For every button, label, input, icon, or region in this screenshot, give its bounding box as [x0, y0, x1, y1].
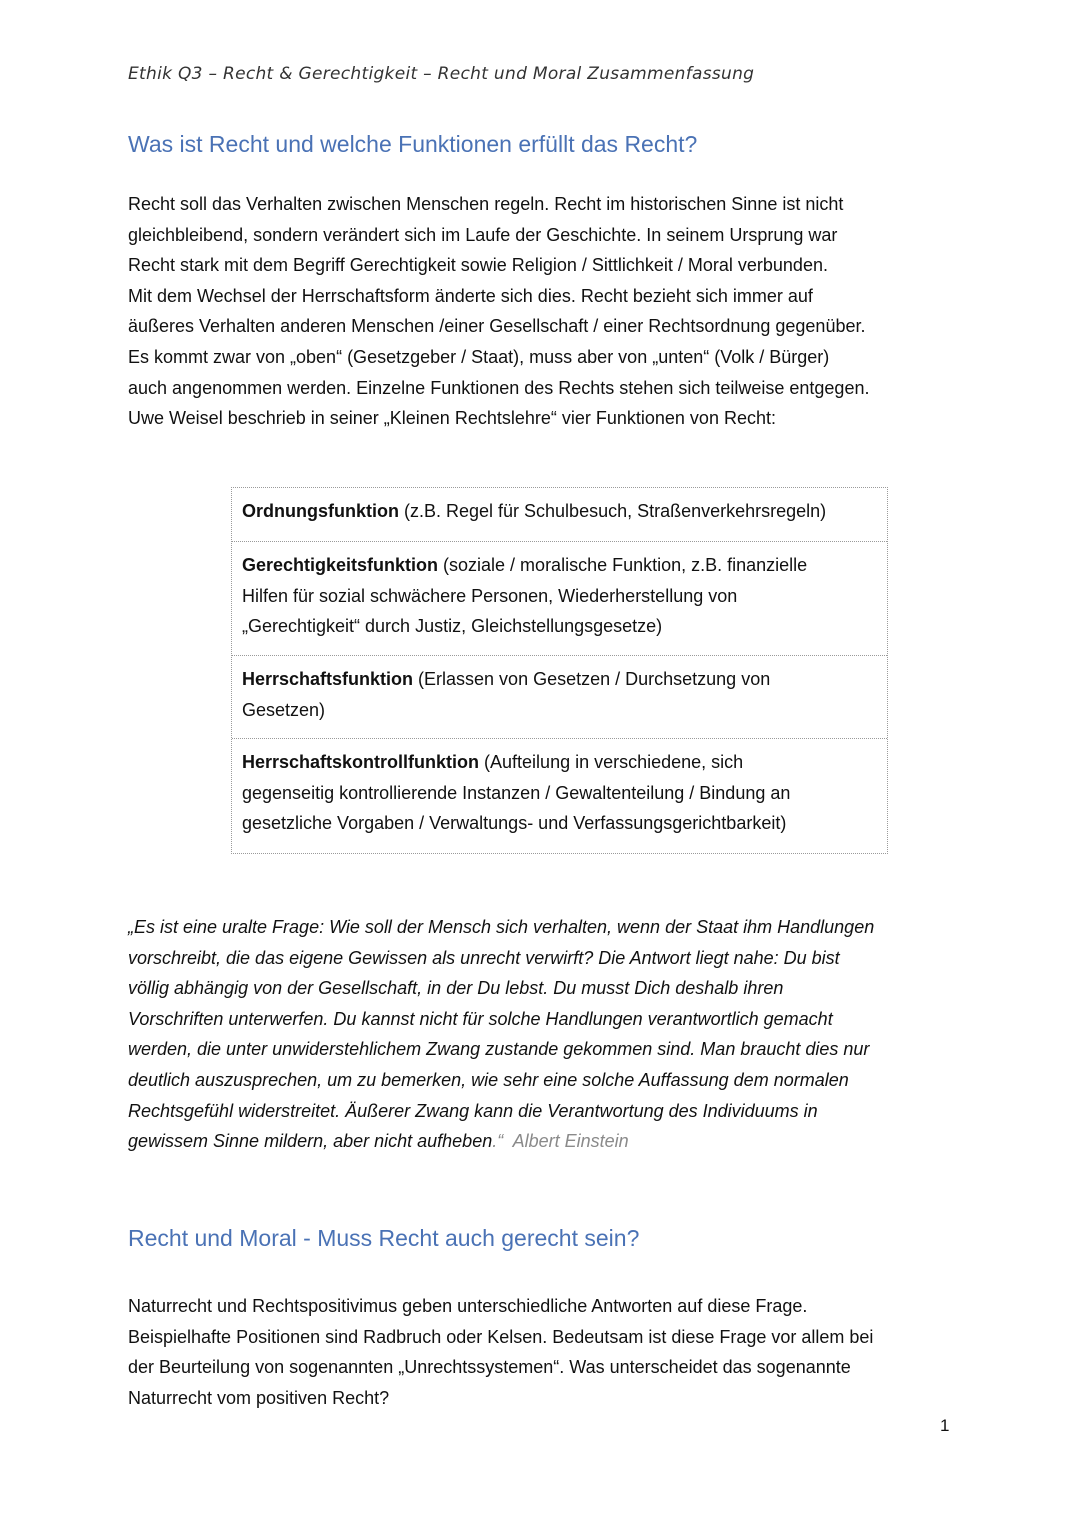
text-line: Beispielhafte Positionen sind Radbruch oder Kelsen. Bedeutsam ist diese Frage vor allem bei	[128, 1326, 874, 1347]
text-line: Mit dem Wechsel der Herrschaftsform änderte sich dies. Recht bezieht sich immer auf	[128, 285, 813, 306]
quote-line: völlig abhängig von der Gesellschaft, in der Du lebst. Du musst Dich deshalb ihren	[128, 978, 784, 999]
quote-line: gewissem Sinne mildern, aber nicht aufheben	[128, 1131, 493, 1152]
function-row	[232, 655, 887, 738]
text-line: Naturrecht und Rechtspositivimus geben unterschiedliche Antworten auf diese Frage.	[128, 1296, 808, 1316]
function-desc: gegenseitig kontrollierende Instanzen / Gewaltenteilung / Bindung an	[242, 782, 791, 803]
text-line: Uwe Weisel beschrieb in seiner „Kleinen Rechtslehre“ vier Funktionen von Recht:	[128, 408, 776, 429]
quote-line: Rechtsgefühl widerstreitet. Äußerer Zwang kann die Verantwortung des Individuums in	[128, 1100, 818, 1121]
function-name: Herrschaftsfunktion	[242, 669, 414, 689]
function-desc: (Erlassen von Gesetzen / Durchsetzung von	[413, 669, 771, 689]
function-row	[232, 738, 887, 853]
text-line: Es kommt zwar von „oben“ (Gesetzgeber / Staat), muss aber von „unten“ (Volk / Bürger)	[128, 346, 830, 367]
function-desc: gesetzliche Vorgaben / Verwaltungs- und Verfassungsgerichtbarkeit)	[242, 813, 787, 834]
function-desc: „Gerechtigkeit“ durch Justiz, Gleichstellungsgesetze)	[242, 616, 663, 637]
page-header: Ethik Q3 – Recht & Gerechtigkeit – Recht und Moral Zusammenfassung	[128, 64, 755, 84]
einstein-quote	[128, 912, 874, 1157]
text-line: Naturrecht vom positiven Recht?	[128, 1387, 390, 1408]
text-line: Recht soll das Verhalten zwischen Menschen regeln. Recht im historischen Sinne ist nicht	[128, 194, 844, 214]
paragraph-recht-moral	[128, 1291, 873, 1413]
quote-line: deutlich auszusprechen, um zu bemerken, wie sehr eine solche Auffassung dem normalen	[128, 1069, 849, 1090]
function-name: Herrschaftskontrollfunktion	[242, 752, 480, 772]
quote-line: Vorschriften unterwerfen. Du kannst nicht für solche Handlungen verantwortlich gemacht	[128, 1008, 833, 1029]
text-line: auch angenommen werden. Einzelne Funktionen des Rechts stehen sich teilweise entgegen.	[128, 377, 870, 398]
function-desc: (z.B. Regel für Schulbesuch, Straßenverkehrsregeln)	[398, 501, 827, 521]
quote-author: Albert Einstein	[512, 1131, 629, 1152]
text-line: der Beurteilung von sogenannten „Unrechtssystemen“. Was unterscheidet das sogenannte	[128, 1357, 851, 1378]
function-row	[232, 541, 887, 655]
text-line: Recht stark mit dem Begriff Gerechtigkeit sowie Religion / Sittlichkeit / Moral verbunden.	[128, 255, 828, 276]
text-line: äußeres Verhalten anderen Menschen /einer Gesellschaft / einer Rechtsordnung gegenüber.	[128, 316, 866, 337]
function-desc: Gesetzen)	[242, 699, 326, 720]
function-desc: (Aufteilung in verschiedene, sich	[479, 752, 744, 772]
page-number: 1	[940, 1416, 950, 1435]
quote-end: .“	[492, 1131, 504, 1152]
section-heading-recht-moral: Recht und Moral - Muss Recht auch gerecht sein?	[128, 1225, 640, 1251]
function-desc: (soziale / moralische Funktion, z.B. finanzielle	[438, 555, 808, 575]
function-desc: Hilfen für sozial schwächere Personen, Wiederherstellung von	[242, 585, 738, 606]
text-line: gleichbleibend, sondern verändert sich im Laufe der Geschichte. In seinem Ursprung war	[128, 224, 838, 245]
function-name: Ordnungsfunktion	[242, 501, 399, 521]
quote-line: „Es ist eine uralte Frage: Wie soll der Mensch sich verhalten, wenn der Staat ihm Handlungen	[128, 917, 875, 937]
paragraph-intro	[128, 189, 869, 434]
function-name: Gerechtigkeitsfunktion	[242, 555, 439, 575]
function-row	[232, 488, 887, 541]
quote-line: werden, die unter unwiderstehlichem Zwang zustande gekommen sind. Man braucht dies nur	[128, 1039, 870, 1060]
section-heading-functions: Was ist Recht und welche Funktionen erfüllt das Recht?	[128, 131, 698, 157]
quote-line: vorschreibt, die das eigene Gewissen als unrecht verwirft? Die Antwort liegt nahe: Du bist	[128, 947, 840, 968]
functions-table	[231, 487, 888, 854]
